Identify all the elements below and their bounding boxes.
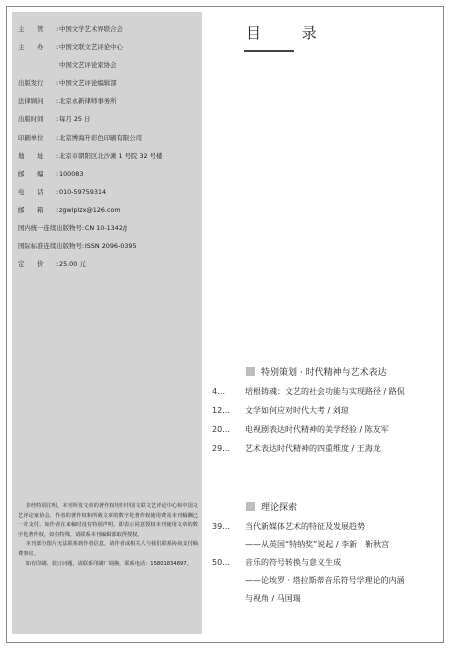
toc-entry[interactable] <box>212 386 444 398</box>
masthead-row <box>18 207 202 214</box>
masthead-colon: : <box>56 260 59 269</box>
toc-entry-title: 音乐的符号转换与意义生成 <box>245 558 341 567</box>
toc-section-heading <box>246 500 297 513</box>
masthead-value: 每月 25 日 <box>59 115 91 124</box>
masthead-label: 出版时间 <box>18 115 44 124</box>
masthead-label: 法律顾问 <box>18 97 44 106</box>
masthead-label: 国际标准连续出版物号 <box>18 242 82 251</box>
masthead-row <box>18 225 202 232</box>
toc-page-number: 20… <box>212 425 231 434</box>
masthead-value: 25.00 元 <box>59 260 86 269</box>
masthead-row <box>18 98 202 105</box>
masthead-colon: : <box>56 151 59 160</box>
masthead-value: 100083 <box>59 169 84 178</box>
masthead-row <box>18 116 202 123</box>
masthead-label: 主 办 <box>18 43 44 52</box>
masthead-row <box>18 189 202 196</box>
toc-title: 目 录 <box>246 24 335 42</box>
toc-entry[interactable] <box>212 443 444 455</box>
masthead-value: ISSN 2096-0395 <box>84 242 137 251</box>
toc-entry-title: 艺术表达时代精神的四重维度 / 王海龙 <box>245 444 381 453</box>
notice-paragraph: 如有印刷、装订问题，请联系印刷厂调换，联系电话：15801834897。 <box>25 560 192 567</box>
toc-entry-title: 当代新媒体艺术的特征及发展趋势 <box>245 522 365 531</box>
masthead-value: 010-59759314 <box>59 187 107 196</box>
masthead-label: 出版发行 <box>18 79 44 88</box>
masthead-label: 电 话 <box>18 187 44 196</box>
masthead-row <box>18 243 202 250</box>
masthead-colon: : <box>56 115 59 124</box>
masthead-row <box>18 135 202 142</box>
toc-entry[interactable] <box>212 521 444 533</box>
masthead-label: 邮 箱 <box>18 205 44 214</box>
copyright-notice <box>18 502 198 569</box>
toc-entry-title: 培根铸魂：文艺的社会功能与实现路径 / 路侃 <box>245 387 405 396</box>
masthead-value: 中国文联文艺评论中心 <box>59 43 123 52</box>
masthead-label: 定 价 <box>18 260 44 269</box>
masthead-label: 印刷单位 <box>18 133 44 142</box>
toc-entry-title: ——论埃罗 · 塔拉斯蒂音乐符号学理论的内涵 <box>245 576 405 585</box>
masthead-colon: : <box>81 242 85 251</box>
section-heading-text: 特别策划 · 时代精神与艺术表达 <box>261 368 387 378</box>
toc-entry[interactable] <box>212 575 444 587</box>
masthead-colon: : <box>81 224 85 233</box>
masthead-colon: : <box>56 43 59 52</box>
masthead-row <box>18 171 202 178</box>
masthead-value: 北京博海升彩色印刷有限公司 <box>59 133 143 142</box>
masthead-label: 地 址 <box>18 151 44 160</box>
masthead-info-list <box>18 26 202 279</box>
toc-entry[interactable] <box>212 405 444 417</box>
section-square-icon <box>246 502 255 511</box>
masthead-value: 中国文学艺术界联合会 <box>59 25 123 33</box>
masthead-row <box>18 80 202 87</box>
masthead-colon: : <box>56 79 59 88</box>
toc-title-rule <box>244 50 294 52</box>
masthead-row <box>18 153 202 160</box>
masthead-value: 中国文艺评论家协会 <box>59 61 117 70</box>
toc-entry-title: 文学如何应对时代大考 / 刘琼 <box>245 406 349 415</box>
toc-entry[interactable] <box>212 557 444 569</box>
masthead-colon: : <box>56 25 59 33</box>
toc-entry[interactable] <box>212 539 444 551</box>
toc-entry-title: 电视剧表达时代精神的美学经验 / 陈友军 <box>245 425 389 434</box>
masthead-colon: : <box>56 205 59 214</box>
masthead-label: 国内统一连续出版物号 <box>18 224 82 233</box>
notice-paragraph: 本刊部分图片无法联系到作者信息，请作者或相关人与我们联系协商支付稿费事宜。 <box>18 541 198 557</box>
masthead-value: zgwlplzx@126.com <box>59 205 121 214</box>
masthead-row <box>18 44 202 51</box>
toc-page-number: 39… <box>212 522 231 531</box>
toc-page-number: 50… <box>212 558 231 567</box>
masthead-value: CN 10-1342/J <box>84 224 127 233</box>
toc-entry-title: ——从英国“特纳奖”说起 / 李新 靳秋宫 <box>245 540 390 549</box>
masthead-value: 中国文艺评论编辑部 <box>59 79 117 88</box>
toc-section-heading <box>246 365 387 378</box>
masthead-indent <box>18 62 59 69</box>
toc-entry[interactable] <box>212 424 444 436</box>
masthead-label: 邮 编 <box>18 169 44 178</box>
section-square-icon <box>246 367 255 376</box>
masthead-row <box>18 26 202 33</box>
masthead-value: 北京永新律师事务所 <box>59 97 117 106</box>
toc-entry-title: 与视角 / 马国瑞 <box>245 594 301 603</box>
toc-entry[interactable] <box>212 593 444 605</box>
masthead-row <box>18 62 202 69</box>
masthead-label: 主 管 <box>18 25 44 33</box>
toc-page-number: 4… <box>212 387 226 396</box>
masthead-value: 北京市朝阳区北沙滩 1 号院 32 号楼 <box>59 151 163 160</box>
masthead-colon: : <box>56 97 59 106</box>
section-heading-text: 理论探索 <box>261 503 298 513</box>
toc-page-number: 29… <box>212 444 231 453</box>
masthead-colon: : <box>56 169 59 178</box>
masthead-row <box>18 261 202 268</box>
masthead-colon: : <box>56 133 59 142</box>
masthead-panel <box>12 12 202 634</box>
toc-page-number: 12… <box>212 406 231 415</box>
masthead-colon: : <box>56 187 59 196</box>
notice-paragraph: 非经特别注明，本刊所发文章的著作权均归中国文联文艺评论中心和中国文艺评论家协会，作者的著作权和所载文章的数字化著作权使用费及本刊稿酬已一并支付。如作者在来稿时没有特别声明，即表示同意授权本刊使用文章的数字化著作权，如有特殊，请联系本刊编辑部取得授权。 <box>18 503 198 538</box>
